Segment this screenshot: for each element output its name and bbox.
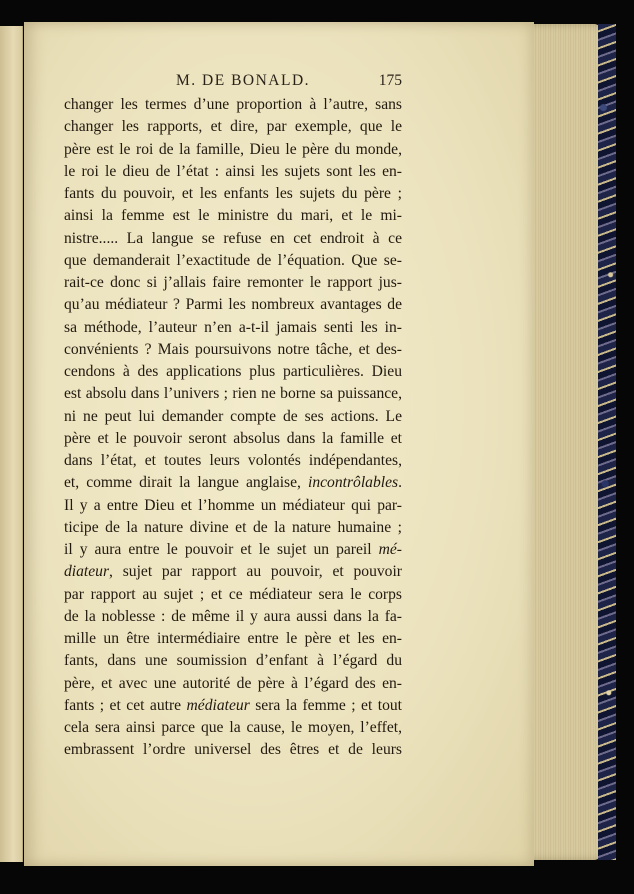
marbled-cover-edge	[598, 24, 616, 860]
text-line	[64, 472, 402, 494]
italic-term: médiateur	[186, 696, 250, 714]
text-segment: , sujet par rapport au pouvoir, et pouvoir	[109, 563, 402, 581]
text-line: le roi le dieu de l’état : ainsi les sujets sont les en-	[64, 162, 402, 180]
text-line: père, et avec une autorité de père à l’égard des en-	[64, 674, 402, 692]
italic-term: mé-	[378, 541, 402, 558]
text-line: Il y a entre Dieu et l’homme un médiateur qui par-	[64, 496, 402, 514]
page-number: 175	[378, 72, 402, 89]
text-line: dans l’état, et toutes leurs volontés indépendantes,	[64, 452, 402, 469]
body-text	[64, 94, 402, 762]
text-line: de la noblesse : de même il y aura aussi dans la fa-	[64, 607, 402, 625]
text-segment: .	[398, 474, 402, 492]
text-line: mille un être intermédiaire entre le père et les en-	[64, 630, 402, 647]
text-line	[64, 695, 402, 717]
text-line: cendons à des applications plus particulières. Dieu	[64, 363, 402, 380]
text-line: convénients ? Mais poursuivons notre tâche, et des-	[64, 340, 402, 358]
text-line: père est le roi de la famille, Dieu le père du monde,	[64, 140, 402, 158]
text-segment: fants ; et cet autre	[64, 696, 187, 714]
previous-page-edge	[0, 26, 23, 862]
text-line: rait-ce donc si j’allais faire remonter le rapport jus-	[64, 274, 402, 291]
text-line: par rapport au sujet ; et ce médiateur sera le corps	[64, 585, 402, 603]
text-line: est absolu dans l’univers ; rien ne borne sa puissance,	[64, 385, 402, 403]
text-line: fants du pouvoir, et les enfants les sujets du père ;	[64, 185, 402, 202]
text-line: changer les termes d’une proportion à l’autre, sans	[64, 96, 402, 113]
text-segment: et, comme dirait la langue anglaise,	[64, 474, 308, 492]
text-line: cela sera ainsi parce que la cause, le moyen, l’effet,	[64, 719, 402, 736]
text-line: que demanderait l’exactitude de l’équation. Que se-	[64, 251, 402, 269]
running-head: M. DE BONALD.	[176, 72, 311, 89]
text-segment: sera la femme ; et tout	[249, 696, 403, 714]
text-line	[64, 539, 402, 561]
text-line	[64, 561, 402, 583]
italic-term: diateur	[64, 563, 110, 581]
text-segment: il y aura entre le pouvoir et le sujet un pareil	[64, 541, 379, 558]
text-line: embrassent l’ordre universel des êtres et de leurs	[64, 741, 402, 759]
text-line: fants, dans une soumission d’enfant à l’égard du	[64, 652, 402, 670]
text-line: qu’au médiateur ? Parmi les nombreux avantages de	[64, 296, 402, 314]
text-line: nistre..... La langue se refuse en cet endroit à ce	[64, 229, 402, 247]
text-line: changer les rapports, et dire, par exemple, que le	[64, 118, 402, 136]
text-line: sa méthode, l’auteur n’en a-t-il jamais senti les in-	[64, 318, 402, 336]
text-line: père et le pouvoir seront absolus dans la famille et	[64, 429, 402, 447]
text-line: ni ne peut lui demander compte de ses actions. Le	[64, 407, 402, 425]
text-line: ainsi la femme est le ministre du mari, et le mi-	[64, 207, 402, 225]
text-line: ticipe de la nature divine et de la nature humaine ;	[64, 518, 402, 536]
italic-term: incontrôlables	[308, 474, 399, 492]
page-header	[64, 72, 402, 92]
